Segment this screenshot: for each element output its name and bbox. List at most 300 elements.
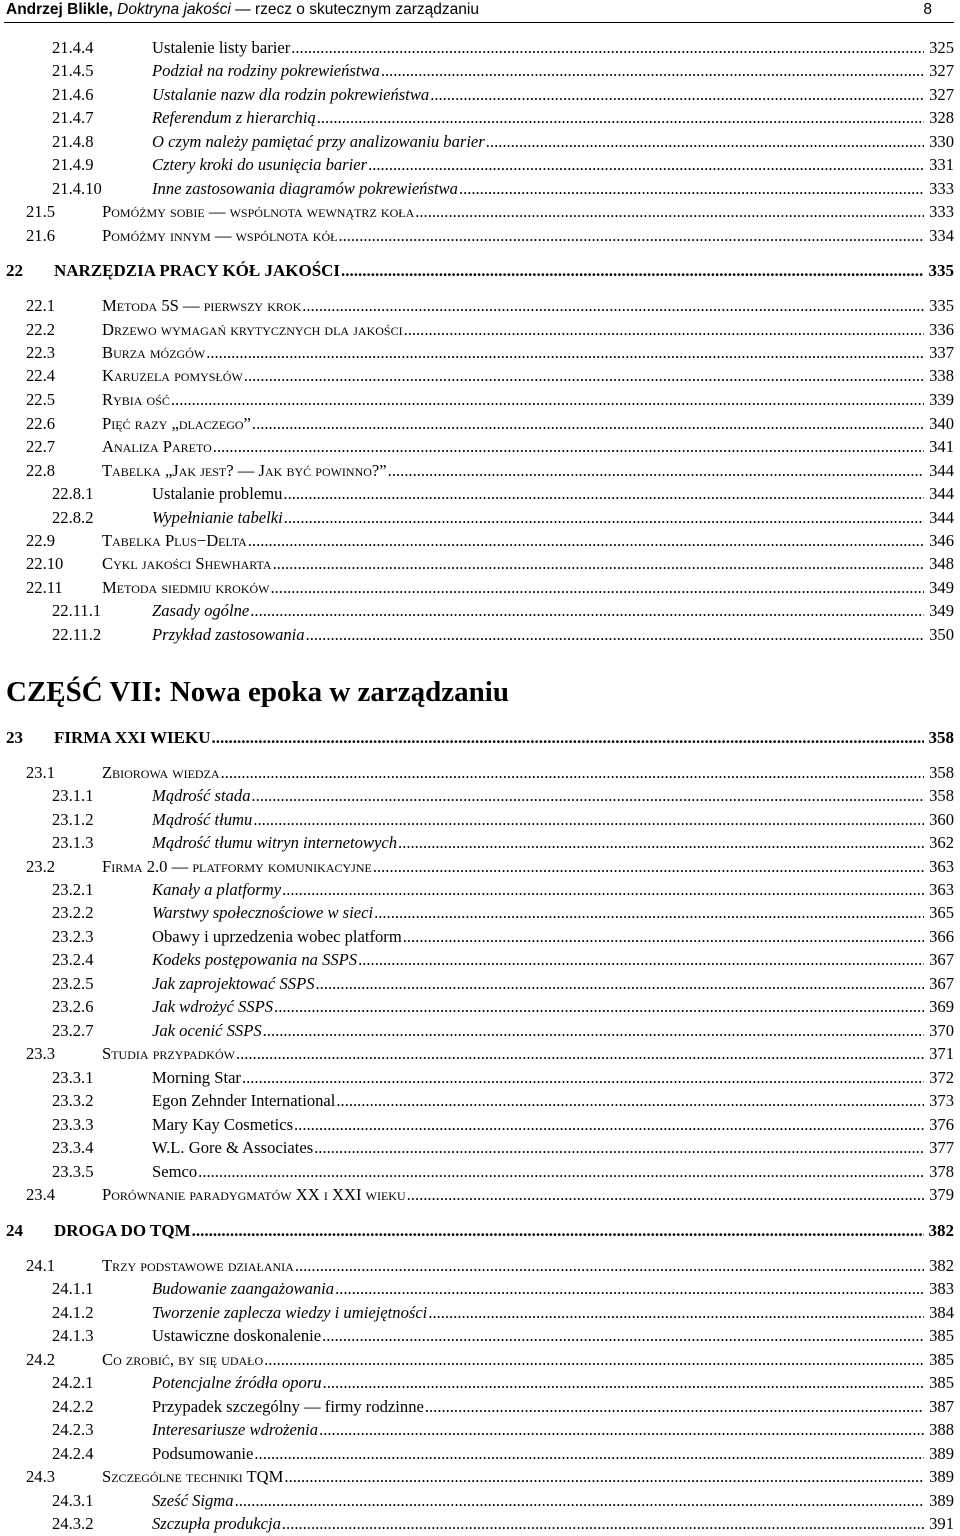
dot-leader: [283, 506, 924, 529]
dot-leader: [313, 1136, 924, 1159]
toc-entry-page: 327: [929, 61, 954, 80]
toc-entry-text: [54, 726, 924, 749]
toc-entry-text: [102, 459, 924, 482]
toc-entry-number: 24.1.2: [52, 1303, 94, 1322]
dot-leader: [380, 59, 924, 82]
toc-entry[interactable]: [0, 901, 960, 924]
toc-entry-page: 376: [929, 1115, 954, 1134]
toc-entry[interactable]: [0, 224, 960, 247]
toc-entry[interactable]: [0, 1183, 960, 1206]
toc-entry-text: [152, 130, 924, 153]
dot-leader: [397, 831, 924, 854]
toc-entry[interactable]: [0, 59, 960, 82]
toc-entry-text: [152, 901, 924, 924]
toc-entry-number: 22.7: [26, 437, 56, 456]
toc-entry-page: 338: [929, 366, 954, 385]
toc-entry-text: [102, 576, 924, 599]
header-subtitle: — rzecz o skutecznym zarządzaniu: [230, 1, 479, 18]
toc-entry-text: [152, 808, 924, 831]
toc-entry-page: 379: [929, 1185, 954, 1204]
dot-leader: [253, 1442, 924, 1465]
toc-entry[interactable]: [0, 831, 960, 854]
toc-entry-title: Mądrość stada: [152, 786, 251, 805]
toc-entry-title: Tabelka Plus−Delta: [102, 531, 247, 550]
toc-entry[interactable]: [0, 318, 960, 341]
toc-entry-text: [102, 224, 924, 247]
toc-entry-number: 23.3.4: [52, 1138, 94, 1157]
toc-entry[interactable]: [0, 1113, 960, 1136]
toc-entry-page: 333: [929, 202, 954, 221]
toc-entry-number: 23.2.6: [52, 997, 94, 1016]
toc-entry[interactable]: [0, 1066, 960, 1089]
toc-entry-page: 330: [929, 132, 954, 151]
toc-entry-text: [152, 59, 924, 82]
toc-entry-page: 389: [929, 1491, 954, 1510]
toc-entry-page: 344: [929, 484, 954, 503]
toc-entry-page: 348: [929, 554, 954, 573]
dot-leader: [316, 106, 924, 129]
toc-entry-number: 23.3.5: [52, 1162, 94, 1181]
toc-entry-title: NARZĘDZIA PRACY KÓŁ JAKOŚCI: [54, 261, 341, 280]
toc-entry-page: 340: [929, 414, 954, 433]
toc-entry[interactable]: [0, 855, 960, 878]
dot-leader: [372, 855, 924, 878]
toc-entry-text: [102, 1465, 924, 1488]
toc-entry-title: Rybia ość: [102, 390, 170, 409]
dot-leader: [318, 1418, 924, 1441]
toc-entry-number: 22.11.1: [52, 601, 102, 620]
toc-entry-page: 349: [929, 578, 954, 597]
toc-entry-text: [152, 83, 924, 106]
toc-entry-text: [102, 318, 924, 341]
toc-entry-page: 325: [929, 38, 954, 57]
toc-entry-page: 360: [929, 810, 954, 829]
toc-entry-page: 339: [929, 390, 954, 409]
dot-leader: [414, 200, 924, 223]
toc-entry[interactable]: [0, 1348, 960, 1371]
toc-entry[interactable]: [0, 388, 960, 411]
toc-entry[interactable]: [0, 435, 960, 458]
toc-entry[interactable]: [0, 1219, 960, 1242]
toc-entry-title: Przykład zastosowania: [152, 625, 305, 644]
toc-entry[interactable]: [0, 1160, 960, 1183]
toc-entry-number: 24.3.2: [52, 1514, 94, 1533]
toc-entry-text: [54, 259, 924, 282]
toc-entry-page: 331: [929, 155, 954, 174]
toc-entry-number: 22.1: [26, 296, 56, 315]
toc-entry-text: [102, 1254, 924, 1277]
toc-entry-number: 24.3: [26, 1467, 56, 1486]
toc-entry-title: Interesariusze wdrożenia: [152, 1420, 319, 1439]
toc-entry-number: 23: [6, 728, 23, 747]
toc-entry[interactable]: [0, 130, 960, 153]
toc-entry-text: [54, 1219, 924, 1242]
toc-entry-text: [152, 925, 924, 948]
dot-leader: [315, 972, 924, 995]
toc-entry-title: Obawy i uprzedzenia wobec platform: [152, 927, 402, 946]
toc-entry-text: [152, 599, 924, 622]
toc-entry[interactable]: [0, 529, 960, 552]
toc-entry[interactable]: [0, 995, 960, 1018]
toc-entry-page: 358: [928, 728, 954, 747]
toc-entry-text: [102, 529, 924, 552]
toc-entry-text: [152, 623, 924, 646]
toc-entry-number: 23.2: [26, 857, 56, 876]
header-book-title: Doktryna jakości: [117, 1, 231, 18]
toc-entry-page: 389: [929, 1467, 954, 1486]
toc-entry[interactable]: [0, 1042, 960, 1065]
toc-entry-number: 22.11: [26, 578, 63, 597]
toc-entry-title: Cykl jakości Shewharta: [102, 554, 272, 573]
dot-leader: [273, 995, 924, 1018]
toc-entry-title: FIRMA XXI WIEKU: [54, 728, 211, 747]
dot-leader: [241, 1066, 924, 1089]
toc-entry-title: Mądrość tłumu: [152, 810, 253, 829]
toc-entry[interactable]: [0, 506, 960, 529]
dot-leader: [373, 901, 924, 924]
dot-leader: [170, 388, 924, 411]
toc-entry-text: [152, 831, 924, 854]
toc-entry[interactable]: [0, 808, 960, 831]
dot-leader: [197, 1160, 924, 1183]
dot-leader: [234, 1489, 924, 1512]
toc-entry-page: 363: [929, 880, 954, 899]
toc-entry[interactable]: [0, 106, 960, 129]
toc-entry[interactable]: [0, 364, 960, 387]
toc-entry-text: [152, 1301, 924, 1324]
toc-entry-page: 362: [929, 833, 954, 852]
toc-entry-number: 22.9: [26, 531, 56, 550]
dot-leader: [458, 177, 924, 200]
toc-entry-number: 23.1.1: [52, 786, 94, 805]
toc-entry-page: 367: [929, 950, 954, 969]
toc-entry-number: 24.2: [26, 1350, 56, 1369]
toc-entry-number: 21.4.8: [52, 132, 94, 151]
dot-leader: [301, 294, 924, 317]
toc-entry-number: 22.10: [26, 554, 64, 573]
toc-entry-text: [152, 1395, 924, 1418]
toc-entry-page: 385: [929, 1373, 954, 1392]
dot-leader: [191, 1219, 924, 1242]
toc-entry[interactable]: [0, 972, 960, 995]
dot-leader: [322, 1371, 924, 1394]
toc-entry-title: Studia przypadków: [102, 1044, 235, 1063]
dot-leader: [357, 948, 924, 971]
dot-leader: [429, 83, 924, 106]
toc-entry-number: 21.4.6: [52, 85, 94, 104]
toc-entry-number: 23.1.2: [52, 810, 94, 829]
header-page-number: 8: [923, 1, 932, 18]
toc-entry-page: 387: [929, 1397, 954, 1416]
dot-leader: [251, 412, 924, 435]
toc-entry-text: [152, 784, 924, 807]
toc-entry-page: 367: [929, 974, 954, 993]
toc-entry[interactable]: [0, 153, 960, 176]
toc-entry-text: [152, 1277, 924, 1300]
toc-entry-text: [102, 294, 924, 317]
toc-entry-number: 21.4.5: [52, 61, 94, 80]
toc-entry-title: Egon Zehnder International: [152, 1091, 336, 1110]
toc-entry-page: 333: [929, 179, 954, 198]
header-author: Andrzej Blikle,: [6, 1, 113, 18]
toc-entry-title: Trzy podstawowe działania: [102, 1256, 294, 1275]
dot-leader: [340, 259, 924, 282]
dot-leader: [282, 482, 924, 505]
toc-entry-title: Ustalanie problemu: [152, 484, 283, 503]
toc-entry-page: 327: [929, 85, 954, 104]
toc-entry-page: 370: [929, 1021, 954, 1040]
toc-entry-text: [102, 364, 924, 387]
toc-entry[interactable]: [0, 552, 960, 575]
toc-entry-number: 24.2.1: [52, 1373, 94, 1392]
dot-leader: [262, 1019, 924, 1042]
toc-entry-title: Ustawiczne doskonalenie: [152, 1326, 322, 1345]
toc-entry-text: [152, 1136, 924, 1159]
toc-entry[interactable]: [0, 1019, 960, 1042]
toc-entry[interactable]: [0, 726, 960, 749]
toc-entry-title: Tworzenie zaplecza wiedzy i umiejętności: [152, 1303, 428, 1322]
toc-entry-title: Ustalenie listy barier: [152, 38, 291, 57]
toc-entry-title: Porównanie paradygmatów XX i XXI wieku: [102, 1185, 406, 1204]
toc-entry[interactable]: [0, 1277, 960, 1300]
toc-entry-text: [152, 1324, 924, 1347]
part-title: CZĘŚĆ VII: Nowa epoka w zarządzaniu: [6, 676, 509, 708]
toc-entry-text: [152, 1089, 924, 1112]
toc-entry-page: 337: [929, 343, 954, 362]
toc-entry-title: Mary Kay Cosmetics: [152, 1115, 294, 1134]
toc-entry[interactable]: [0, 459, 960, 482]
toc-entry[interactable]: [0, 1301, 960, 1324]
toc-entry-number: 23.3.1: [52, 1068, 94, 1087]
toc-entry-number: 21.6: [26, 226, 56, 245]
toc-entry-text: [102, 1042, 924, 1065]
toc-entry-title: Tabelka „Jak jest? — Jak być powinno?”: [102, 461, 387, 480]
dot-leader: [243, 364, 924, 387]
toc-entry-text: [102, 388, 924, 411]
dot-leader: [220, 761, 924, 784]
toc-entry-text: [152, 106, 924, 129]
toc-entry-page: 358: [929, 763, 954, 782]
toc-entry[interactable]: [0, 200, 960, 223]
toc-entry-page: 350: [929, 625, 954, 644]
toc-entry-title: Przypadek szczególny — firmy rodzinne: [152, 1397, 424, 1416]
toc-entry[interactable]: [0, 1489, 960, 1512]
toc-entry-page: 366: [929, 927, 954, 946]
dot-leader: [424, 1395, 924, 1418]
toc-entry[interactable]: [0, 948, 960, 971]
toc-entry-title: Jak zaprojektować SSPS: [152, 974, 315, 993]
toc-entry[interactable]: [0, 576, 960, 599]
toc-entry[interactable]: [0, 784, 960, 807]
dot-leader: [305, 623, 924, 646]
dot-leader: [251, 784, 925, 807]
toc-entry-title: Analiza Pareto: [102, 437, 212, 456]
dot-leader: [249, 599, 924, 622]
toc-entry-title: Metoda siedmiu kroków: [102, 578, 270, 597]
toc-entry-title: Metoda 5S — pierwszy krok: [102, 296, 302, 315]
dot-leader: [293, 1113, 924, 1136]
toc-entry-text: [152, 878, 924, 901]
toc-entry-page: 328: [929, 108, 954, 127]
toc-entry-text: [102, 435, 924, 458]
dot-leader: [321, 1324, 924, 1347]
toc-entry-title: DROGA DO TQM: [54, 1221, 191, 1240]
toc-entry-page: 336: [929, 320, 954, 339]
toc-entry[interactable]: [0, 1371, 960, 1394]
toc-entry-page: 383: [929, 1279, 954, 1298]
dot-leader: [290, 36, 924, 59]
toc-entry[interactable]: [0, 1089, 960, 1112]
dot-leader: [485, 130, 924, 153]
toc-entry-text: [152, 36, 924, 59]
toc-entry-number: 22.8.1: [52, 484, 94, 503]
toc-entry[interactable]: [0, 1442, 960, 1465]
toc-entry-title: Semco: [152, 1162, 198, 1181]
toc-entry-title: Szczególne techniki TQM: [102, 1467, 284, 1486]
dot-leader: [205, 341, 924, 364]
toc-entry-number: 21.4.4: [52, 38, 94, 57]
toc-entry[interactable]: [0, 412, 960, 435]
dot-leader: [263, 1348, 924, 1371]
toc-entry-page: 372: [929, 1068, 954, 1087]
toc-entry[interactable]: [0, 1136, 960, 1159]
toc-entry-text: [152, 1113, 924, 1136]
toc-entry-number: 23.1.3: [52, 833, 94, 852]
toc-entry-number: 22.11.2: [52, 625, 102, 644]
toc-entry-title: Pomóżmy innym — wspólnota kół: [102, 226, 338, 245]
toc-entry-title: W.L. Gore & Associates: [152, 1138, 314, 1157]
toc-entry-number: 24.1.1: [52, 1279, 94, 1298]
toc-entry-title: Co zrobić, by się udało: [102, 1350, 264, 1369]
toc-entry[interactable]: [0, 294, 960, 317]
toc-entry-number: 22.4: [26, 366, 56, 385]
toc-entry[interactable]: [0, 1465, 960, 1488]
toc-entry-number: 23.4: [26, 1185, 56, 1204]
dot-leader: [272, 552, 924, 575]
toc-entry-number: 23.2.2: [52, 903, 94, 922]
toc-entry-text: [102, 200, 924, 223]
toc-entry-text: [152, 1418, 924, 1441]
toc-entry-title: Kanały a platformy: [152, 880, 282, 899]
dot-leader: [406, 1183, 924, 1206]
toc-entry-title: Burza mózgów: [102, 343, 206, 362]
dot-leader: [402, 925, 924, 948]
toc-entry-title: Zasady ogólne: [152, 601, 250, 620]
toc-entry[interactable]: [0, 1418, 960, 1441]
toc-entry-title: Jak wdrożyć SSPS: [152, 997, 274, 1016]
toc-entry-text: [102, 552, 924, 575]
dot-leader: [403, 318, 924, 341]
dot-leader: [270, 576, 925, 599]
toc-entry[interactable]: [0, 1512, 960, 1535]
dot-leader: [235, 1042, 924, 1065]
toc-entry-text: [102, 1348, 924, 1371]
toc-entry-text: [152, 1512, 924, 1535]
toc-entry-number: 22.5: [26, 390, 56, 409]
toc-entry-number: 22.3: [26, 343, 56, 362]
dot-leader: [247, 529, 924, 552]
toc-entry-text: [152, 506, 924, 529]
toc-entry-title: Morning Star: [152, 1068, 241, 1087]
toc-entry-text: [152, 1160, 924, 1183]
toc-entry-title: Wypełnianie tabelki: [152, 508, 283, 527]
toc-entry-page: 344: [929, 508, 954, 527]
toc-entry-title: Jak ocenić SSPS: [152, 1021, 262, 1040]
toc-entry[interactable]: [0, 761, 960, 784]
toc-entry-text: [152, 1066, 924, 1089]
toc-entry[interactable]: [0, 623, 960, 646]
toc-entry[interactable]: [0, 1324, 960, 1347]
toc-entry-page: 377: [929, 1138, 954, 1157]
dot-leader: [210, 726, 924, 749]
toc-entry-page: 384: [929, 1303, 954, 1322]
toc-entry-number: 24.2.3: [52, 1420, 94, 1439]
toc-entry[interactable]: [0, 83, 960, 106]
toc-entry-number: 24: [6, 1221, 23, 1240]
toc-entry-page: 389: [929, 1444, 954, 1463]
toc-entry[interactable]: [0, 177, 960, 200]
dot-leader: [334, 1277, 924, 1300]
toc-entry[interactable]: [0, 925, 960, 948]
toc-entry-text: [102, 1183, 924, 1206]
dot-leader: [283, 1465, 924, 1488]
toc-entry-number: 23.2.4: [52, 950, 94, 969]
toc-entry-page: 365: [929, 903, 954, 922]
toc-entry-number: 22: [6, 261, 23, 280]
toc-entry-title: Warstwy społecznościowe w sieci: [152, 903, 374, 922]
toc-entry-title: Kodeks postępowania na SSPS: [152, 950, 358, 969]
toc-entry-number: 23.2.7: [52, 1021, 94, 1040]
toc-entry-title: Pięć razy „dlaczego”: [102, 414, 251, 433]
toc-entry-page: 335: [928, 261, 954, 280]
toc-entry[interactable]: [0, 1395, 960, 1418]
toc-entry-title: Mądrość tłumu witryn internetowych: [152, 833, 398, 852]
toc-entry-page: 382: [928, 1221, 954, 1240]
toc-entry-number: 24.3.1: [52, 1491, 94, 1510]
toc-entry-page: 385: [929, 1350, 954, 1369]
toc-entry-page: 344: [929, 461, 954, 480]
dot-leader: [281, 878, 924, 901]
toc-entry-text: [102, 855, 924, 878]
toc-entry[interactable]: [0, 878, 960, 901]
toc-entry-text: [152, 1019, 924, 1042]
toc-entry-page: 388: [929, 1420, 954, 1439]
toc-entry-page: 358: [929, 786, 954, 805]
toc-entry[interactable]: [0, 1254, 960, 1277]
toc-entry-page: 349: [929, 601, 954, 620]
toc-entry-text: [152, 1489, 924, 1512]
toc-entry[interactable]: [0, 599, 960, 622]
toc-entry-number: 23.3: [26, 1044, 56, 1063]
toc-entry-title: O czym należy pamiętać przy analizowaniu barier: [152, 132, 485, 151]
toc-entry-number: 24.2.4: [52, 1444, 94, 1463]
toc-entry-title: Budowanie zaangażowania: [152, 1279, 335, 1298]
toc-entry-text: [152, 177, 924, 200]
toc-entry-page: 369: [929, 997, 954, 1016]
toc-entry[interactable]: [0, 259, 960, 282]
toc-entry-text: [152, 995, 924, 1018]
toc-entry-title: Podsumowanie: [152, 1444, 254, 1463]
toc-entry-number: 21.4.7: [52, 108, 94, 127]
toc-entry-text: [152, 1442, 924, 1465]
toc-entry[interactable]: [0, 482, 960, 505]
toc-entry[interactable]: [0, 36, 960, 59]
toc-entry-title: Szczupła produkcja: [152, 1514, 281, 1533]
toc-entry[interactable]: [0, 341, 960, 364]
toc-entry-page: 346: [929, 531, 954, 550]
toc-entry-page: 371: [929, 1044, 954, 1063]
toc-entry-page: 373: [929, 1091, 954, 1110]
